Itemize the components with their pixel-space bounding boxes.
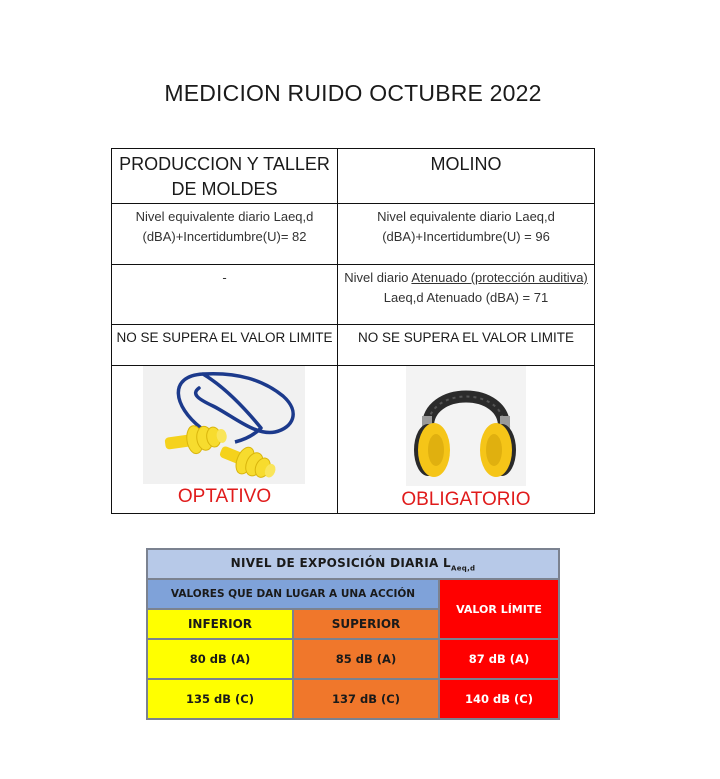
attenuated-suffix: Laeq,d Atenuado (dBA) = 71 [383, 290, 549, 305]
limit-status-produccion: NO SE SUPERA EL VALOR LIMITE [112, 325, 338, 366]
upper-value-cell: 137 dB (C) [293, 679, 439, 719]
limit-value-cell: 87 dB (A) [439, 639, 559, 679]
earmuffs-icon [406, 366, 526, 486]
limit-value-header: VALOR LÍMITE [439, 579, 559, 639]
earplugs-icon [143, 366, 305, 484]
protection-cell-molino [338, 366, 595, 514]
limit-status-molino: NO SE SUPERA EL VALOR LIMITE [338, 325, 595, 366]
attenuated-prefix: Nivel diario [344, 270, 412, 285]
upper-value-cell: 85 dB (A) [293, 639, 439, 679]
attenuated-underlined-text: Atenuado (protección auditiva) [411, 270, 588, 285]
limit-value-cell: 140 dB (C) [439, 679, 559, 719]
noise-level-produccion: Nivel equivalente diario Laeq,d (dBA)+Incertidumbre(U)= 82 [112, 204, 338, 265]
exposure-title-text: NIVEL DE EXPOSICIÓN DIARIA L [230, 555, 451, 570]
action-values-header: VALORES QUE DAN LUGAR A UNA ACCIÓN [147, 579, 439, 609]
measurement-table [111, 148, 595, 514]
attenuated-level-produccion: - [112, 265, 338, 325]
area-header-produccion: PRODUCCION Y TALLER DE MOLDES [112, 149, 338, 204]
protection-label-obligatorio: OBLIGATORIO [401, 489, 531, 510]
protection-label-optativo: OPTATIVO [177, 486, 272, 507]
exposure-level-table [146, 548, 560, 720]
protection-cell-produccion [112, 366, 338, 514]
lower-value-cell: 135 dB (C) [147, 679, 293, 719]
area-header-molino: MOLINO [338, 149, 595, 204]
exposure-title-subscript: Aeq,d [451, 564, 476, 573]
noise-level-molino: Nivel equivalente diario Laeq,d (dBA)+Incertidumbre(U) = 96 [338, 204, 595, 265]
lower-header: INFERIOR [147, 609, 293, 639]
upper-header: SUPERIOR [293, 609, 439, 639]
page-title: MEDICION RUIDO OCTUBRE 2022 [164, 80, 542, 106]
exposure-table-title [147, 549, 559, 579]
attenuated-level-molino [338, 265, 595, 325]
lower-value-cell: 80 dB (A) [147, 639, 293, 679]
